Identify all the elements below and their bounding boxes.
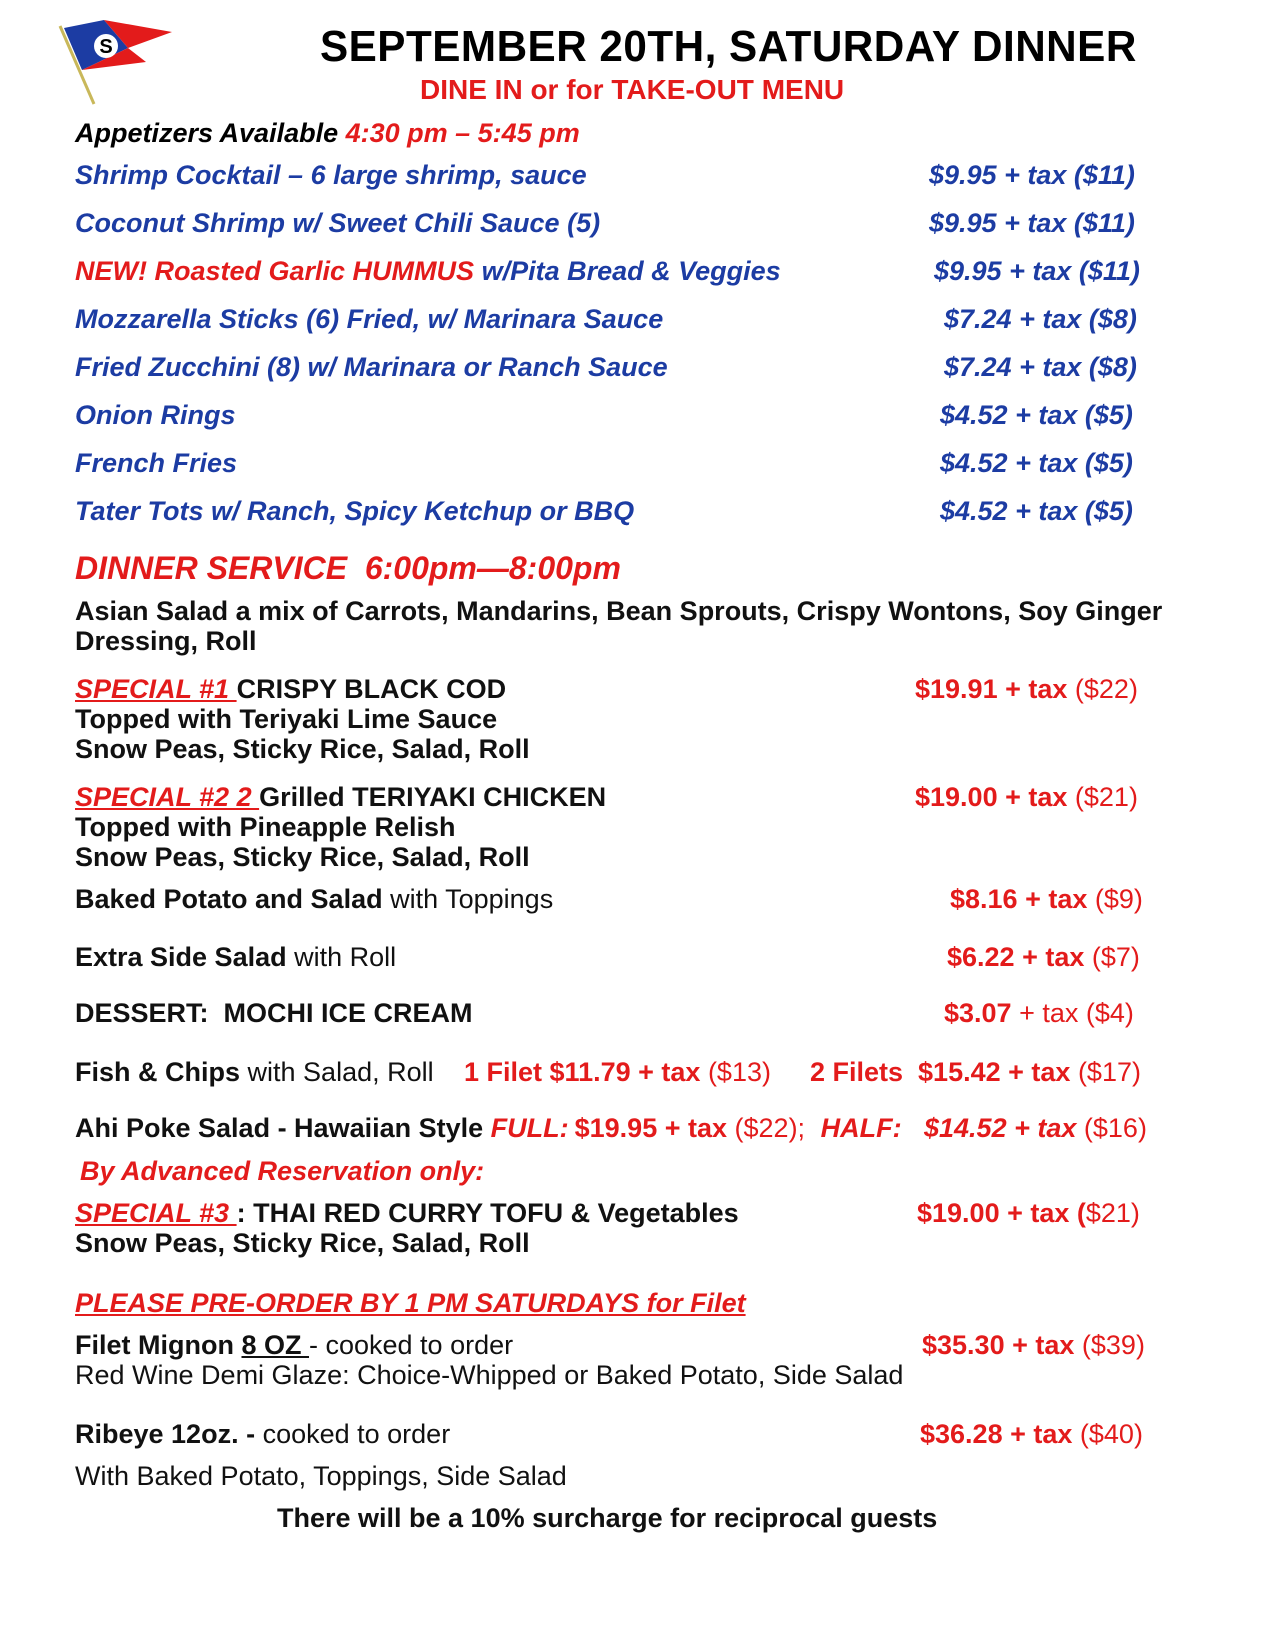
appetizer-price: $7.24 + tax ($8) (944, 304, 1137, 334)
new-badge: NEW! Roasted Garlic HUMMUS (75, 256, 475, 286)
special-3-line2: Snow Peas, Sticky Rice, Salad, Roll (75, 1228, 530, 1258)
asian-salad-line2: Dressing, Roll (75, 626, 257, 656)
special-3-name: : THAI RED CURRY TOFU & Vegetables (236, 1198, 739, 1228)
special-1-name: CRISPY BLACK COD (236, 674, 507, 704)
ahi-poke-item (75, 1113, 902, 1144)
appetizer-name: Tater Tots w/ Ranch, Spicy Ketchup or BBQ (75, 496, 635, 526)
baked-potato-price (950, 884, 1143, 915)
filet-item (75, 1330, 513, 1361)
flag-letter: S (99, 36, 113, 58)
special-2-name: Grilled TERIYAKI CHICKEN (259, 782, 607, 812)
ahi-full-label: FULL: (490, 1113, 569, 1143)
fish-chips-two-total: ($17) (1077, 1057, 1141, 1087)
appetizer-name: Shrimp Cocktail – 6 large shrimp, sauce (75, 160, 587, 190)
filet-line2: Red Wine Demi Glaze: Choice-Whipped or Baked Potato, Side Salad (75, 1360, 904, 1390)
club-flag-logo (52, 18, 182, 108)
appetizer-name: French Fries (75, 448, 238, 478)
special-3-price-total: $21) (1085, 1198, 1140, 1228)
special-1-price-main: $19.91 + tax (915, 674, 1068, 704)
appetizer-price: $9.95 + tax ($11) (934, 256, 1140, 286)
dessert-price (944, 998, 1134, 1029)
appetizer-price: $4.52 + tax ($5) (940, 400, 1133, 430)
special-1-price (915, 674, 1138, 705)
dessert-name: DESSERT: MOCHI ICE CREAM (75, 998, 473, 1028)
appetizer-name: Fried Zucchini (8) w/ Marinara or Ranch Sauce (75, 352, 668, 382)
appetizer-price: $4.52 + tax ($5) (940, 496, 1133, 526)
baked-potato-detail: with Toppings (390, 884, 554, 914)
filet-size: 8 OZ (241, 1330, 309, 1360)
fish-chips-one-price: 1 Filet $11.79 + tax (464, 1057, 701, 1087)
ribeye-price (920, 1419, 1143, 1450)
side-salad-name: Extra Side Salad (75, 942, 287, 972)
special-2-price-main: $19.00 + tax (915, 782, 1068, 812)
page-subtitle: DINE IN or for TAKE-OUT MENU (420, 74, 845, 105)
appetizer-name: w/Pita Bread & Veggies (481, 256, 781, 286)
reservation-heading: By Advanced Reservation only: (80, 1156, 485, 1186)
special-1-line3: Snow Peas, Sticky Rice, Salad, Roll (75, 734, 530, 764)
appetizer-name: Coconut Shrimp w/ Sweet Chili Sauce (5) (75, 208, 601, 238)
ribeye-detail: cooked to order (255, 1419, 451, 1449)
filet-price-total: ($39) (1081, 1330, 1145, 1360)
special-2-label: SPECIAL #2 2 (75, 782, 260, 812)
filet-price-main: $35.30 + tax (922, 1330, 1075, 1360)
fish-chips-one-filet (464, 1057, 771, 1088)
dessert-price-rest: + tax ($4) (1019, 998, 1134, 1028)
special-3-title (75, 1198, 739, 1229)
special-3-price-main: $19.00 + tax ( (917, 1198, 1086, 1228)
special-2-line2: Topped with Pineapple Relish (75, 812, 456, 842)
baked-potato-price-main: $8.16 + tax (950, 884, 1088, 914)
appetizer-name: Mozzarella Sticks (6) Fried, w/ Marinara Sauce (75, 304, 664, 334)
ribeye-line2: With Baked Potato, Toppings, Side Salad (75, 1461, 567, 1491)
ahi-full-price: $19.95 + tax (574, 1113, 728, 1143)
special-2-price-total: ($21) (1074, 782, 1138, 812)
appetizers-heading-label: Appetizers Available (75, 118, 339, 148)
ahi-half-section (924, 1113, 1147, 1144)
ribeye-item (75, 1419, 450, 1450)
special-1-price-total: ($22) (1074, 674, 1138, 704)
ribeye-price-main: $36.28 + tax (920, 1419, 1073, 1449)
appetizer-price: $7.24 + tax ($8) (944, 352, 1137, 382)
ahi-half-total: ($16) (1083, 1113, 1147, 1143)
side-salad-price-total: ($7) (1091, 942, 1140, 972)
page-title: SEPTEMBER 20TH, SATURDAY DINNER (320, 22, 1137, 71)
fish-chips-item (75, 1057, 434, 1088)
filet-detail: - cooked to order (309, 1330, 514, 1360)
fish-chips-two-price: 2 Filets $15.42 + tax (810, 1057, 1071, 1087)
fish-chips-two-filets (810, 1057, 1141, 1088)
appetizer-new-item (75, 256, 781, 287)
special-2-title (75, 782, 606, 813)
appetizer-price: $9.95 + tax ($11) (929, 160, 1135, 190)
fish-chips-name: Fish & Chips (75, 1057, 241, 1087)
special-1-label: SPECIAL #1 (75, 674, 237, 704)
special-2-line3: Snow Peas, Sticky Rice, Salad, Roll (75, 842, 530, 872)
fish-chips-one-total: ($13) (707, 1057, 771, 1087)
side-salad-item (75, 942, 396, 973)
appetizer-name: Onion Rings (75, 400, 236, 430)
ribeye-price-total: ($40) (1079, 1419, 1143, 1449)
ahi-half-price-visible: $14.52 + tax (924, 1113, 1077, 1143)
special-3-label: SPECIAL #3 (75, 1198, 237, 1228)
dinner-heading: DINNER SERVICE 6:00pm—8:00pm (75, 550, 621, 586)
special-2-price (915, 782, 1138, 813)
baked-potato-price-total: ($9) (1094, 884, 1143, 914)
side-salad-price (947, 942, 1140, 973)
special-1-title (75, 674, 506, 705)
appetizers-hours: 4:30 pm – 5:45 pm (345, 118, 580, 148)
appetizers-heading (75, 118, 580, 149)
dessert-price-main: $3.07 (944, 998, 1012, 1028)
surcharge-note: There will be a 10% surcharge for reciprocal guests (277, 1503, 938, 1533)
ahi-poke-name: Ahi Poke Salad - Hawaiian Style (75, 1113, 484, 1143)
ahi-half-label: HALF: (820, 1113, 902, 1143)
filet-price (922, 1330, 1145, 1361)
appetizer-price: $4.52 + tax ($5) (940, 448, 1133, 478)
side-salad-detail: with Roll (294, 942, 397, 972)
appetizer-price: $9.95 + tax ($11) (929, 208, 1135, 238)
fish-chips-detail: with Salad, Roll (247, 1057, 434, 1087)
ahi-full-total: ($22); (734, 1113, 806, 1143)
baked-potato-item (75, 884, 553, 915)
special-1-line2: Topped with Teriyaki Lime Sauce (75, 704, 498, 734)
side-salad-price-main: $6.22 + tax (947, 942, 1085, 972)
baked-potato-name: Baked Potato and Salad (75, 884, 383, 914)
ribeye-name: Ribeye 12oz. - (75, 1419, 256, 1449)
preorder-heading: PLEASE PRE-ORDER BY 1 PM SATURDAYS for Filet (75, 1288, 746, 1318)
special-3-price (917, 1198, 1140, 1229)
filet-name: Filet Mignon (75, 1330, 242, 1360)
asian-salad-line1: Asian Salad a mix of Carrots, Mandarins, Bean Sprouts, Crispy Wontons, Soy Ginger (75, 596, 1163, 626)
